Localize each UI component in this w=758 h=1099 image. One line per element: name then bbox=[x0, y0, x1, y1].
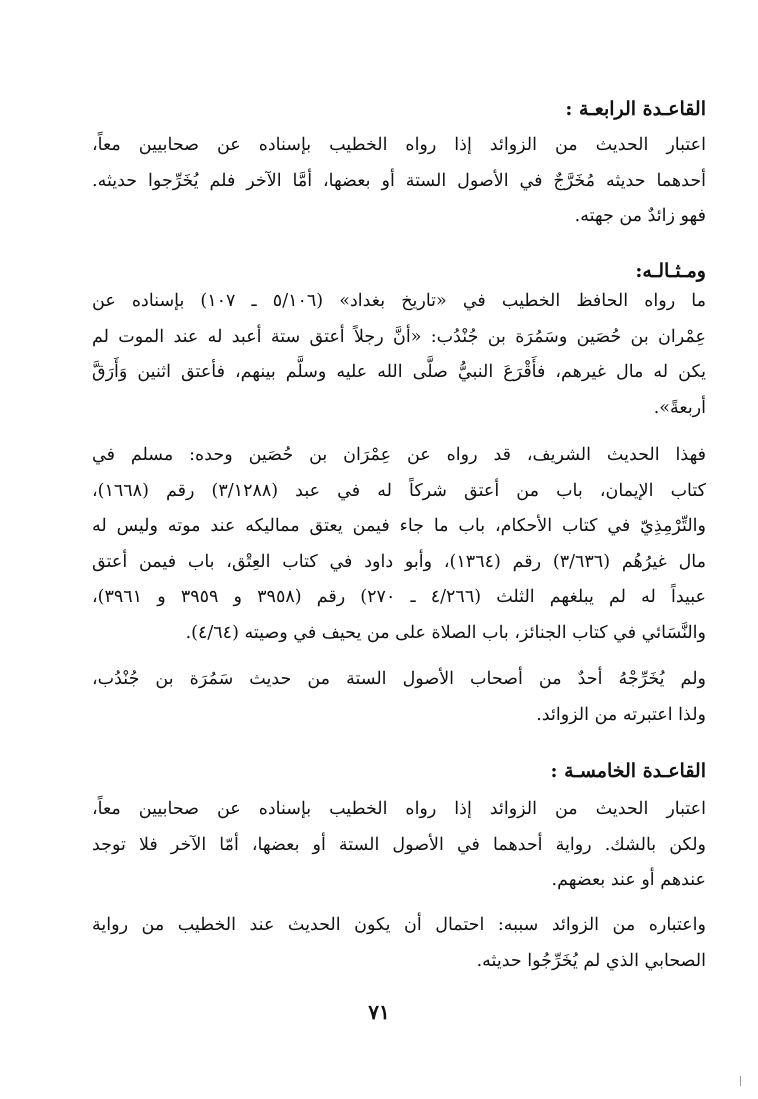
text-line: عندهم أو عند بعضهم. bbox=[551, 870, 706, 890]
text-line: عبيداً له لم يبلغهم الثلث (٤/٢٦٦ ـ ٢٧٠) رقم (٣٩٥٨ و ٣٩٥٩ و ٣٩٦١)، bbox=[92, 587, 707, 607]
text-line: ما رواه الحافظ الخطيب في «تاريخ بغداد» (٥/١٠٦ ـ ١٠٧) بإسناده عن bbox=[92, 291, 706, 311]
rule4-example bbox=[92, 284, 706, 426]
text-line: واعتباره من الزوائد سببه: احتمال أن يكون الحديث عند الخطيب من رواية bbox=[92, 915, 706, 935]
text-line: الصحابي الذي لم يُخَرِّجُوا حديثه. bbox=[476, 950, 706, 971]
rule4-conclusion bbox=[92, 662, 706, 733]
text-line: عِمْران بن حُصَين وسَمُرَة بن جُنْدُب: «أنَّ رجلاً أعتق ستة أعبد له عند الموت لم bbox=[92, 326, 706, 347]
text-line: أحدهما حديثه مُخَرَّجٌ في الأصول الستة أو بعضها، أمَّا الآخر فلم يُخَرِّجوا حديثه. bbox=[92, 170, 706, 191]
page-number: ٧١ bbox=[368, 1000, 390, 1024]
rule4-definition bbox=[92, 128, 706, 235]
text-line: والتِّرْمِذِيّ في كتاب الأحكام، باب ما جاء فيمن يعتق مماليكه عند موته وليس له bbox=[92, 516, 706, 536]
text-line: ولم يُخَرِّجْهُ أحدٌ من أصحاب الأصول الستة من حديث سَمُرَة بن جُنْدُب، bbox=[92, 669, 706, 689]
text-line: كتاب الإيمان، باب من أعتق شركاً له في عبد (٣/١٢٨٨) رقم (١٦٦٨)، bbox=[92, 480, 706, 501]
rule5-heading: القاعـدة الخامسـة : bbox=[550, 760, 706, 782]
text-line: اعتبار الحديث من الزوائد إذا رواه الخطيب بإسناده عن صحابيين معاً، bbox=[92, 799, 706, 819]
scan-mark bbox=[740, 1076, 741, 1086]
text-line: والنَّسَائي في كتاب الجنائز، باب الصلاة على من يحيف في وصيته (٤/٦٤). bbox=[185, 622, 706, 643]
rule4-heading: القاعـدة الرابعـة : bbox=[565, 98, 706, 120]
text-line: فهذا الحديث الشريف، قد رواه عن عِمْرَان بن حُصَين وحده: مسلم في bbox=[92, 445, 706, 465]
rule4-example-heading: ومـثـالـه: bbox=[635, 260, 706, 282]
rule4-analysis bbox=[92, 438, 706, 651]
text-line: ولكن بالشك. رواية أحدهما في الأصول الستة أو بعضها، أمّا الآخر فلا توجد bbox=[92, 834, 706, 855]
text-line: يكن له مال غيرهم، فأَقْرَعَ النبيُّ صلَّى الله عليه وسلَّم بينهم، فأعتق اثنين وَأَرَقَّ bbox=[92, 362, 706, 382]
text-line: اعتبار الحديث من الزوائد إذا رواه الخطيب بإسناده عن صحابيين معاً، bbox=[92, 135, 706, 155]
rule5-reason bbox=[92, 908, 706, 979]
text-line: مال غيرُهُم (٣/٦٣٦) رقم (١٣٦٤)، وأبو داود في كتاب العِتْق، باب فيمن أعتق bbox=[92, 551, 706, 572]
text-line: ولذا اعتبرته من الزوائد. bbox=[536, 704, 706, 725]
rule5-definition bbox=[92, 792, 706, 899]
text-line: أربعةً». bbox=[653, 397, 706, 418]
text-line: فهو زائدٌ من جهته. bbox=[574, 206, 706, 226]
